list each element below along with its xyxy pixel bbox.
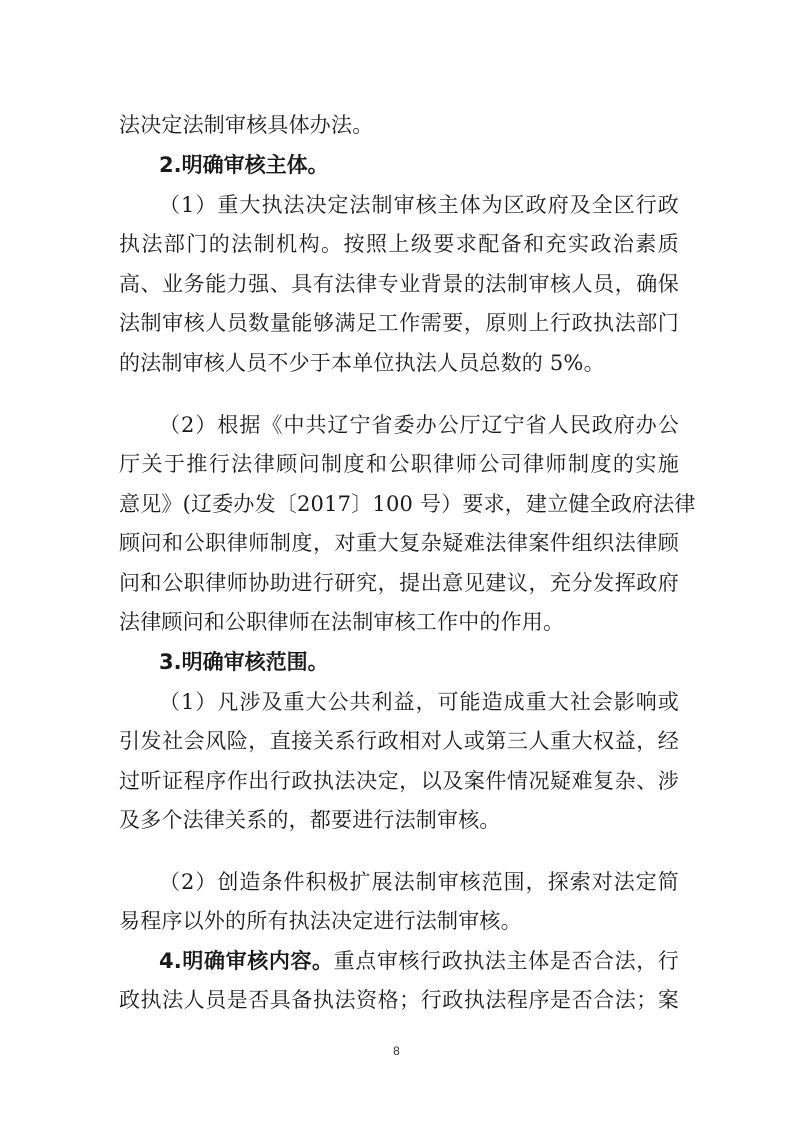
paragraph-line: 法制审核人员数量能够满足工作需要，原则上行政执法部门 (119, 311, 679, 335)
paragraph-line: 顾问和公职律师制度，对重大复杂疑难法律案件组织法律顾 (119, 531, 679, 555)
paragraph-line: 执法部门的法制机构。按照上级要求配备和充实政治素质 (119, 232, 679, 256)
paragraph-line: 法律顾问和公职律师在法制审核工作中的作用。 (119, 610, 565, 634)
paragraph-line: 引发社会风险，直接关系行政相对人或第三人重大权益，经 (119, 729, 679, 753)
paragraph-text: 重点审核行政执法主体是否合法，行 (333, 949, 680, 973)
section-heading-content (159, 949, 679, 973)
paragraph-line: 法决定法制审核具体办法。 (119, 113, 374, 137)
section-heading-scope: 3.明确审核范围。 (159, 650, 329, 674)
paragraph-line: 及多个法律关系的，都要进行法制审核。 (119, 808, 501, 832)
paragraph-line: 政执法人员是否具备执法资格；行政执法程序是否合法；案 (119, 988, 679, 1012)
paragraph-line: 的法制审核人员不少于本单位执法人员总数的 5%。 (119, 351, 605, 375)
paragraph-line: 问和公职律师协助进行研究，提出意见建议，充分发挥政府 (119, 571, 679, 595)
paragraph-line: 高、业务能力强、具有法律专业背景的法制审核人员，确保 (119, 272, 679, 296)
paragraph-line: 厅关于推行法律顾问制度和公职律师公司律师制度的实施 (119, 452, 679, 476)
section-heading-content-title: 4.明确审核内容。 (159, 949, 334, 973)
paragraph-line: 易程序以外的所有执法决定进行法制审核。 (119, 909, 522, 933)
paragraph-line: 过听证程序作出行政执法决定，以及案件情况疑难复杂、涉 (119, 769, 679, 793)
page-number: 8 (393, 1044, 400, 1058)
paragraph-line: （1）凡涉及重大公共利益，可能造成重大社会影响或 (159, 690, 679, 714)
paragraph-line: 意见》(辽委办发〔2017〕100 号）要求，建立健全政府法律 (119, 492, 696, 516)
paragraph-line: （2）根据《中共辽宁省委办公厅辽宁省人民政府办公 (159, 413, 679, 437)
section-heading-subject: 2.明确审核主体。 (159, 153, 329, 177)
paragraph-line: （1）重大执法决定法制审核主体为区政府及全区行政 (159, 193, 679, 217)
paragraph-line: （2）创造条件积极扩展法制审核范围，探索对法定简 (159, 870, 679, 894)
